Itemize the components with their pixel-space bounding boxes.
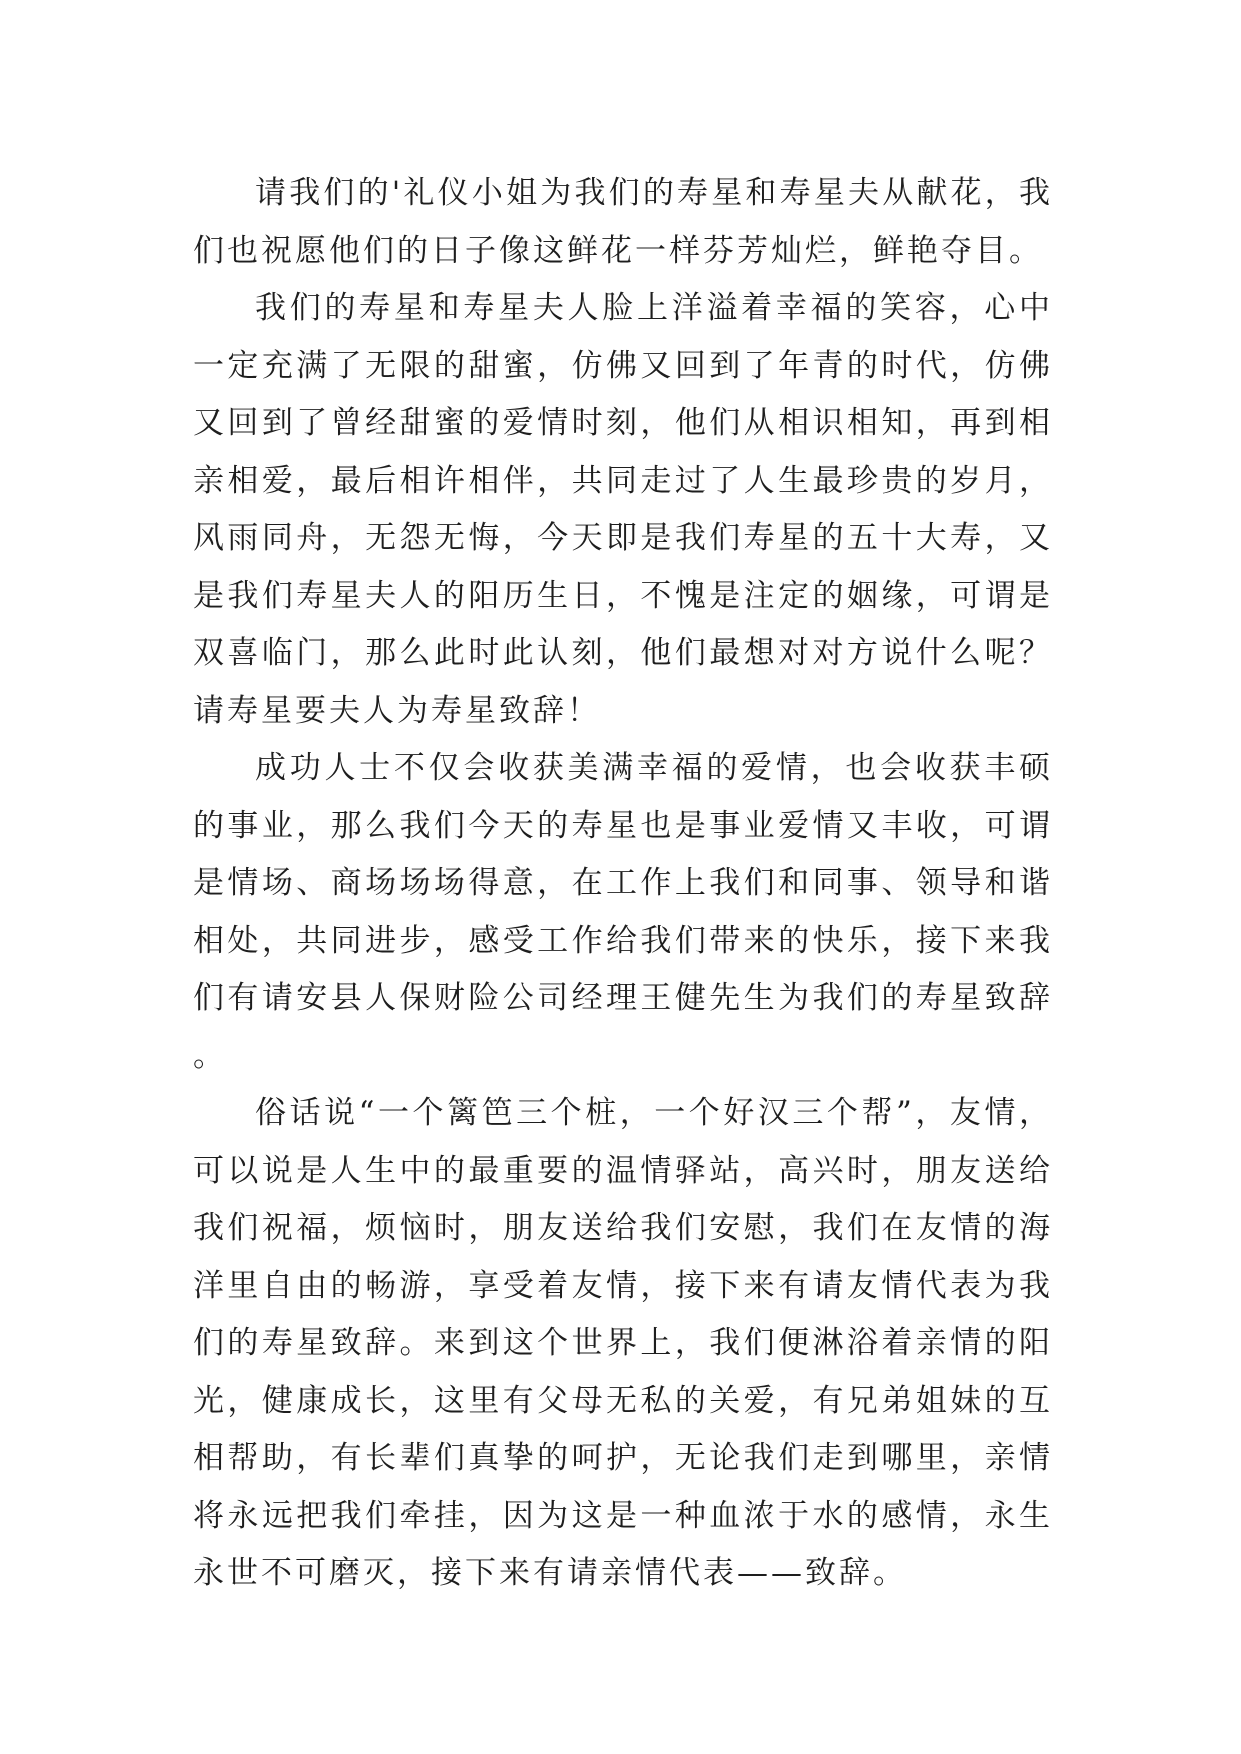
paragraph-couple-tribute: 我们的寿星和寿星夫人脸上洋溢着幸福的笑容，心中一定充满了无限的甜蜜，仿佛又回到了年青的时代，仿佛又回到了曾经甜蜜的爱情时刻，他们从相识相知，再到相亲相爱，最后相许相伴，共同走过了人生最珍贵的岁月，风雨同舟，无怨无悔，今天即是我们寿星的五十大寿，又是我们寿星夫人的阳历生日，不愧是注定的姻缘，可谓是双喜临门，那么此时此认刻，他们最想对对方说什么呢？请寿星要夫人为寿星致辞！ [193, 290, 1053, 729]
paragraph-flower-presentation: 请我们的'礼仪小姐为我们的寿星和寿星夫从献花，我们也祝愿他们的日子像这鲜花一样芬芳灿烂，鲜艳夺目。 [193, 175, 1053, 269]
document-body [193, 165, 1053, 1603]
paragraph-career-tribute: 成功人士不仅会收获美满幸福的爱情，也会收获丰硕的事业，那么我们今天的寿星也是事业爱情又丰收，可谓是情场、商场场场得意，在工作上我们和同事、领导和谐相处，共同进步，感受工作给我们带来的快乐，接下来我们有请安县人保财险公司经理王健先生为我们的寿星致辞。 [193, 750, 1053, 1074]
paragraph-friendship-family-tribute: 俗话说“一个篱笆三个桩，一个好汉三个帮”，友情，可以说是人生中的最重要的温情驿站，高兴时，朋友送给我们祝福，烦恼时，朋友送给我们安慰，我们在友情的海洋里自由的畅游，享受着友情，接下来有请友情代表为我们的寿星致辞。来到这个世界上，我们便淋浴着亲情的阳光，健康成长，这里有父母无私的关爱，有兄弟姐妹的互相帮助，有长辈们真挚的呵护，无论我们走到哪里，亲情将永远把我们牵挂，因为这是一种血浓于水的感情，永生永世不可磨灭，接下来有请亲情代表——致辞。 [193, 1095, 1053, 1591]
